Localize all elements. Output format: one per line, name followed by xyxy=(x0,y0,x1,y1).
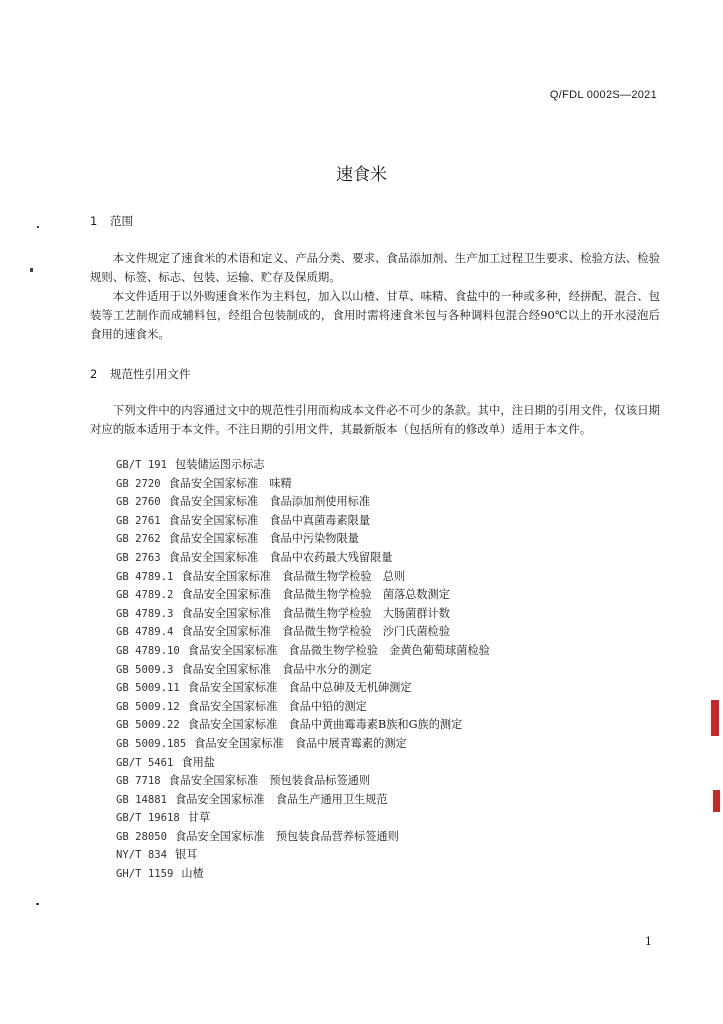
reference-item xyxy=(116,828,490,847)
scan-speck xyxy=(37,226,39,228)
reference-title: 食品安全国家标准 食品中展青霉素的测定 xyxy=(194,736,407,750)
seal-edge-mark xyxy=(711,700,719,736)
reference-code: GB 4789.3 xyxy=(116,607,174,620)
reference-item xyxy=(116,549,490,568)
reference-title: 包装储运图示标志 xyxy=(175,458,265,471)
reference-title: 食用盐 xyxy=(181,755,215,769)
reference-title: 食品安全国家标准 食品微生物学检验 沙门氏菌检验 xyxy=(181,625,450,639)
references-intro: 下列文件中的内容通过文中的规范性引用而构成本文件必不可少的条款。其中，注日期的引用文件，仅该日期对应的版本适用于本文件。不注日期的引用文件，其最新版本（包括所有的修改单）适用于本文件。 xyxy=(90,403,660,436)
reference-code: GB 4789.4 xyxy=(116,626,174,639)
reference-code: GB 2761 xyxy=(116,514,161,527)
reference-title: 食品安全国家标准 食品添加剂使用标准 xyxy=(168,495,371,509)
reference-item xyxy=(116,791,490,810)
reference-item xyxy=(116,605,490,624)
reference-code: GB 2720 xyxy=(116,477,161,490)
reference-title: 食品安全国家标准 食品生产通用卫生规范 xyxy=(175,792,388,806)
reference-code: NY/T 834 xyxy=(116,849,168,862)
reference-code: GB 5009.22 xyxy=(116,719,180,732)
reference-code: GB/T 5461 xyxy=(116,756,174,769)
reference-item xyxy=(116,809,490,828)
reference-item xyxy=(116,772,490,791)
reference-title: 食品安全国家标准 食品微生物学检验 总则 xyxy=(181,569,406,583)
reference-list xyxy=(116,456,490,884)
page-number: 1 xyxy=(645,935,652,948)
reference-title: 食品安全国家标准 食品微生物学检验 金黄色葡萄球菌检验 xyxy=(187,643,490,657)
reference-title: 食品安全国家标准 预包装食品营养标签通则 xyxy=(175,829,399,843)
section-number: 2 xyxy=(90,367,98,381)
reference-item xyxy=(116,530,490,549)
reference-code: GH/T 1159 xyxy=(116,868,174,881)
reference-title: 食品安全国家标准 食品中铅的测定 xyxy=(187,699,367,713)
reference-code: GB 28050 xyxy=(116,830,168,843)
reference-code: GB 7718 xyxy=(116,775,161,788)
scan-speck xyxy=(30,268,33,272)
reference-code: GB 5009.12 xyxy=(116,700,180,713)
reference-title: 食品安全国家标准 食品中总砷及无机砷测定 xyxy=(187,681,412,695)
reference-item xyxy=(116,456,490,475)
reference-code: GB 5009.3 xyxy=(116,663,174,676)
reference-code: GB 14881 xyxy=(116,793,168,806)
scope-paragraph-2: 本文件适用于以外购速食米作为主料包，加入以山楂、甘草、味精、食盐中的一种或多种，经拼配、混合、包装等工艺制作而成辅料包，经组合包装制成的，食用时需将速食米包与各种调料包混合经90℃以上的开水浸泡后食用的速食米。 xyxy=(90,289,660,341)
reference-title: 食品安全国家标准 食品微生物学检验 大肠菌群计数 xyxy=(181,606,450,620)
reference-item xyxy=(116,568,490,587)
reference-item xyxy=(116,679,490,698)
scope-paragraph-1: 本文件规定了速食米的术语和定义、产品分类、要求、食品添加剂、生产加工过程卫生要求、检验方法、检验规则、标签、标志、包装、运输、贮存及保质期。 xyxy=(90,251,660,284)
reference-code: GB/T 19618 xyxy=(116,812,180,825)
section-2-heading xyxy=(90,366,191,382)
reference-item xyxy=(116,512,490,531)
reference-item xyxy=(116,865,490,884)
reference-item xyxy=(116,735,490,754)
reference-item xyxy=(116,642,490,661)
reference-title: 食品安全国家标准 味精 xyxy=(168,476,292,490)
reference-item xyxy=(116,716,490,735)
reference-code: GB 4789.1 xyxy=(116,570,174,583)
reference-code: GB 4789.2 xyxy=(116,589,174,602)
reference-item xyxy=(116,661,490,680)
reference-title: 食品安全国家标准 食品中农药最大残留限量 xyxy=(168,550,393,564)
reference-item xyxy=(116,846,490,865)
reference-title: 银耳 xyxy=(175,848,198,862)
reference-code: GB 2762 xyxy=(116,533,161,546)
reference-code: GB 2763 xyxy=(116,551,161,564)
reference-item xyxy=(116,493,490,512)
reference-item xyxy=(116,475,490,494)
reference-title: 食品安全国家标准 预包装食品标签通则 xyxy=(168,774,371,788)
standard-code: Q/FDL 0002S—2021 xyxy=(549,89,657,101)
seal-edge-mark xyxy=(713,790,720,812)
reference-code: GB/T 191 xyxy=(116,459,168,471)
section-title: 范围 xyxy=(110,214,133,228)
reference-code: GB 2760 xyxy=(116,496,161,509)
reference-title: 食品安全国家标准 食品中水分的测定 xyxy=(181,662,372,676)
reference-code: GB 5009.185 xyxy=(116,737,187,750)
document-title: 速食米 xyxy=(336,165,387,185)
section-title: 规范性引用文件 xyxy=(110,367,191,381)
reference-title: 食品安全国家标准 食品中污染物限量 xyxy=(168,532,359,546)
reference-item xyxy=(116,623,490,642)
reference-item xyxy=(116,754,490,773)
reference-code: GB 5009.11 xyxy=(116,682,180,695)
section-1-heading xyxy=(90,213,133,229)
reference-item xyxy=(116,586,490,605)
reference-title: 食品安全国家标准 食品中真菌毒素限量 xyxy=(168,513,371,527)
scan-speck xyxy=(36,903,39,905)
reference-title: 甘草 xyxy=(187,811,211,825)
reference-title: 食品安全国家标准 食品微生物学检验 菌落总数测定 xyxy=(181,588,450,602)
reference-title: 山楂 xyxy=(181,867,204,881)
reference-code: GB 4789.10 xyxy=(116,644,180,657)
reference-title: 食品安全国家标准 食品中黄曲霉毒素B族和G族的测定 xyxy=(187,718,463,732)
reference-item xyxy=(116,698,490,717)
section-number: 1 xyxy=(90,214,98,228)
